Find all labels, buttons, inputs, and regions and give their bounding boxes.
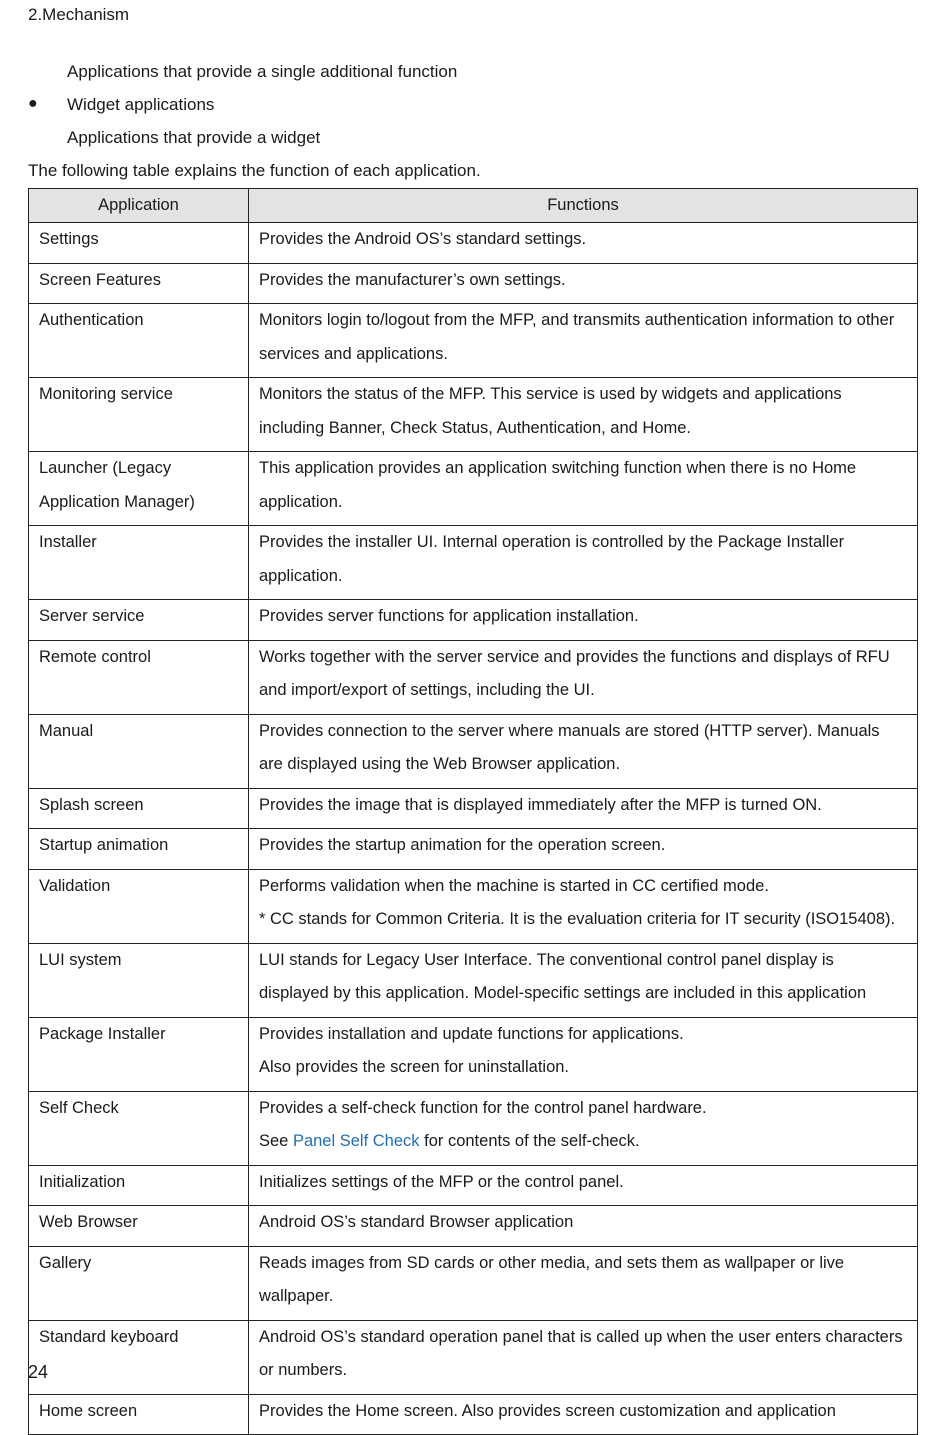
table-row [29,304,918,378]
application-function-note: * CC stands for Common Criteria. It is the evaluation criteria for IT security (ISO15408). [259,910,896,928]
table-row [29,1320,918,1394]
application-function: Provides connection to the server where manuals are stored (HTTP server). Manuals are displayed using the Web Browser application. [259,721,880,773]
application-function: Provides the Home screen. Also provides screen customization and application [259,1401,836,1420]
see-prefix: See [259,1132,293,1150]
application-name: Launcher (Legacy Application Manager) [39,459,195,511]
table-header-row [29,189,918,223]
application-function-note: Also provides the screen for uninstallation. [259,1058,570,1076]
table-row [29,640,918,714]
table-row [29,1091,918,1165]
application-function: Provides a self-check function for the control panel hardware. [259,1098,707,1117]
application-name: Settings [39,230,99,248]
table-row [29,943,918,1017]
intro-line-single-function: Applications that provide a single additional function [67,62,458,81]
application-name: Server service [39,607,145,625]
table-row [29,1017,918,1091]
application-function: Provides server functions for application installation. [259,607,639,625]
application-function: Provides the manufacturer’s own settings. [259,270,566,289]
table-row [29,1165,918,1206]
application-name: Manual [39,721,94,740]
table-row [29,378,918,452]
application-name: Installer [39,533,97,551]
table-caption: The following table explains the function of each application. [28,161,481,180]
application-name: Screen Features [39,270,161,289]
application-function: Performs validation when the machine is started in CC certified mode. [259,876,769,895]
column-header-application: Application [29,189,249,223]
column-header-functions: Functions [249,189,918,223]
application-function: Android OS’s standard Browser application [259,1213,574,1231]
application-function: Provides the Android OS’s standard settings. [259,230,587,248]
application-name: Monitoring service [39,385,173,403]
table-row [29,600,918,641]
application-function: This application provides an application switching function when there is no Home application. [259,459,857,511]
table-row [29,714,918,788]
application-name: Splash screen [39,795,144,814]
application-name: Standard keyboard [39,1327,179,1346]
application-function: LUI stands for Legacy User Interface. The conventional control panel display is displayed by this application. Model-specific settings are included in this application [259,950,867,1002]
application-function: Reads images from SD cards or other media, and sets them as wallpaper or live wallpaper. [259,1253,845,1305]
application-name: Gallery [39,1253,92,1272]
bullet-dot: ● [28,95,38,112]
see-suffix: for contents of the self-check. [419,1132,640,1150]
application-name: Package Installer [39,1024,166,1043]
application-name: Validation [39,876,111,895]
table-row [29,452,918,526]
application-function-block [259,1092,907,1159]
application-name: Authentication [39,311,144,329]
table-row [29,1394,918,1435]
table-row [29,829,918,870]
application-name: Web Browser [39,1213,138,1231]
application-function: Initializes settings of the MFP or the control panel. [259,1172,624,1191]
application-function: Provides the installer UI. Internal operation is controlled by the Package Installer application. [259,533,845,585]
application-function: Provides the image that is displayed immediately after the MFP is turned ON. [259,795,822,814]
application-function: Monitors the status of the MFP. This service is used by widgets and applications including Banner, Check Status, Authentication, and Home. [259,385,842,437]
application-function: Provides installation and update functions for applications. [259,1024,684,1043]
application-name: Startup animation [39,836,169,854]
application-name: Initialization [39,1172,126,1191]
panel-self-check-link[interactable]: Panel Self Check [292,1132,420,1150]
application-function: Monitors login to/logout from the MFP, and transmits authentication information to other services and applications. [259,311,895,363]
application-function: Provides the startup animation for the operation screen. [259,836,666,854]
table-row [29,263,918,304]
table-row [29,1246,918,1320]
application-function-block [259,870,907,937]
application-function: Android OS’s standard operation panel that is called up when the user enters characters or numbers. [259,1327,903,1379]
application-name: Self Check [39,1098,119,1117]
table-row [29,1206,918,1247]
table-row [29,869,918,943]
application-name: LUI system [39,950,122,969]
table-row [29,223,918,264]
application-function-block [259,1018,907,1085]
application-name: Remote control [39,647,151,666]
section-header: 2.Mechanism [28,5,130,24]
application-name: Home screen [39,1401,138,1420]
page-number: 24 [28,1362,49,1382]
table-row [29,788,918,829]
table-row [29,526,918,600]
application-function: Works together with the server service and provides the functions and displays of RFU and import/export of settings, including the UI. [259,647,890,699]
bullet-widget-applications: Widget applications [67,95,215,114]
applications-table [28,188,918,1435]
intro-line-widget: Applications that provide a widget [67,128,321,147]
